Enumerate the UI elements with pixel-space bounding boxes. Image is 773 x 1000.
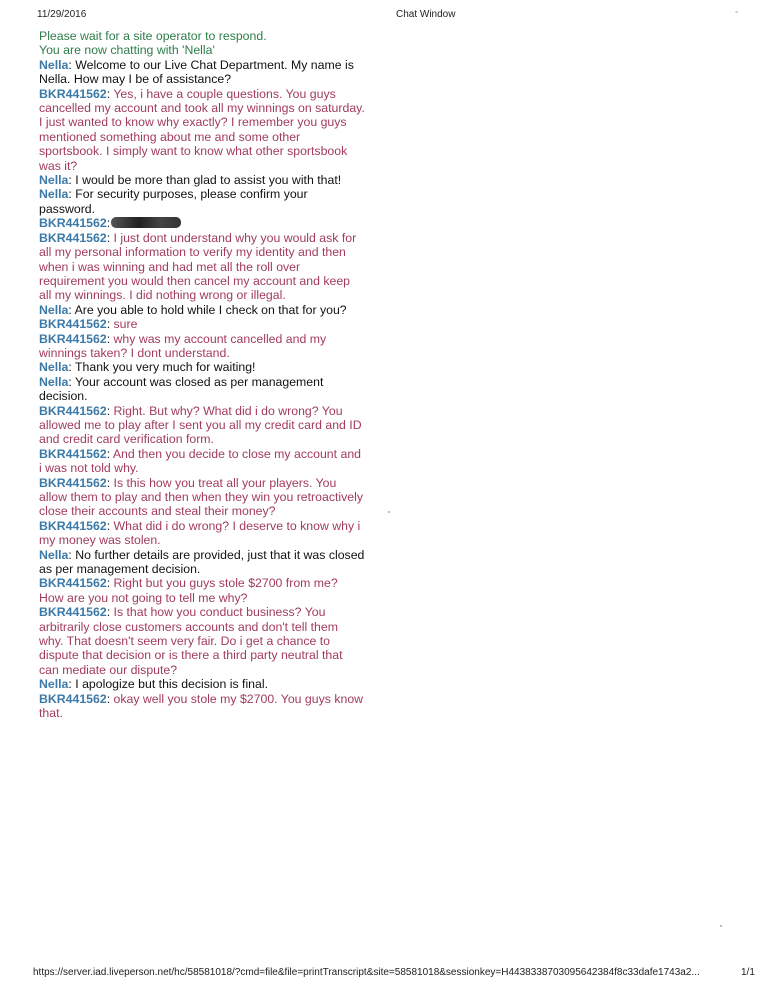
chat-message: BKR441562: [39,216,365,230]
speaker-name: Nella [39,187,69,202]
message-text: Yes, i have a couple questions. You guys cancelled my account and took all my winnings on saturday. I just wanted to know why exactly? I remember you guys mentioned something about me and some other sportsbook. I simply want to know what other sportsbook was it? [39,86,365,173]
print-url: https://server.iad.liveperson.net/hc/58581018/?cmd=file&file=printTranscript&site=58581018&sessionkey=H4438338703095642384f8c33dafe1743a2... [33,967,700,978]
chat-message: BKR441562: Right but you guys stole $2700 from me? How are you not going to tell me why? [39,576,338,605]
message-text: Is this how you treat all your players. You allow them to play and then when they win you retroactively close their accounts and steal their money? [39,475,363,519]
chat-message: BKR441562: why was my account cancelled and my winnings taken? I dont understand. [39,331,327,360]
speaker-name: BKR441562 [39,317,107,332]
print-date: 11/29/2016 [37,9,87,20]
speaker-name: Nella [39,302,69,317]
chat-message: BKR441562: Right. But why? What did i do wrong? You allowed me to play after I sent you all my credit card and ID and credit card verification form. [39,403,362,447]
chat-message: Nella: Thank you very much for waiting! [39,360,256,375]
page-number: 1/1 [741,967,755,978]
message-text: Your account was closed as per management decision. [39,374,324,404]
message-text: Thank you very much for waiting! [75,360,256,375]
scan-speck [388,511,390,513]
message-text: Right. But why? What did i do wrong? You allowed me to play after I sent you all my credit card and ID and credit card verification form. [39,403,362,447]
redaction-mark [111,217,181,228]
system-message: You are now chatting with 'Nella' [39,43,215,58]
message-text: why was my account cancelled and my winnings taken? I dont understand. [39,331,327,360]
chat-message: BKR441562: sure [39,317,138,332]
message-text: No further details are provided, just that it was closed as per management decision. [39,547,365,577]
speaker-name: BKR441562 [39,576,107,591]
speaker-name: Nella [39,547,69,562]
message-text: Welcome to our Live Chat Department. My name is Nella. How may I be of assistance? [39,57,354,87]
message-text: Is that how you conduct business? You arbitrarily close customers accounts and don't tell them why. That doesn't seem very fair. Do i get a chance to dispute that decision or is there a third party neutral that can mediate our dispute? [39,605,343,677]
message-text: Are you able to hold while I check on that for you? [74,302,347,317]
message-text: What did i do wrong? I deserve to know why i my money was stolen. [39,518,361,548]
speaker-name: Nella [39,57,69,72]
chat-transcript [39,29,365,721]
print-title: Chat Window [396,9,456,20]
chat-message: BKR441562: What did i do wrong? I deserve to know why i my money was stolen. [39,518,361,548]
speaker-name: BKR441562 [39,475,107,490]
chat-message: BKR441562: okay well you stole my $2700. You guys know that. [39,691,364,721]
chat-message: BKR441562: Yes, i have a couple questions. You guys cancelled my account and took all my winnings on saturday. I just wanted to know why exactly? I remember you guys mentioned something about me and some other sportsbook. I simply want to know what other sportsbook was it? [39,86,365,173]
speaker-name: BKR441562 [39,403,107,418]
chat-message: BKR441562: Is that how you conduct business? You arbitrarily close customers accounts and don't tell them why. That doesn't seem very fair. Do i get a chance to dispute that decision or is there a third party neutral that can mediate our dispute? [39,605,343,677]
print-header [0,9,773,25]
message-text: And then you decide to close my account and i was not told why. [39,446,361,476]
message-text: I would be more than glad to assist you with that! [75,173,342,188]
speaker-name: Nella [39,360,69,375]
chat-message: Nella: Your account was closed as per management decision. [39,374,324,404]
message-text: sure [113,317,138,332]
chat-message: BKR441562: Is this how you treat all your players. You allow them to play and then when they win you retroactively close their accounts and steal their money? [39,475,363,519]
chat-message: BKR441562: I just dont understand why you would ask for all my personal information to verify my identity and then when i was winning and had met all the roll over requirement you would then cancel my account and keep all my winnings. I did nothing wrong or illegal. [39,230,357,303]
chat-message: Nella: For security purposes, please confirm your password. [39,187,308,216]
chat-message: Nella: I apologize but this decision is final. [39,677,269,692]
scan-speck [720,925,722,927]
speaker-name: BKR441562 [39,216,107,231]
speaker-name: BKR441562 [39,86,107,101]
message-text: For security purposes, please confirm your password. [39,187,308,216]
chat-message: BKR441562: And then you decide to close my account and i was not told why. [39,446,361,476]
speaker-name: BKR441562 [39,446,107,461]
speaker-name: BKR441562 [39,605,107,620]
message-text: Right but you guys stole $2700 from me? How are you not going to tell me why? [39,576,338,605]
message-text: I just dont understand why you would ask for all my personal information to verify my identity and then when i was winning and had met all the roll over requirement you would then cancel my account and keep all my winnings. I did nothing wrong or illegal. [39,230,357,303]
chat-message: Nella: Are you able to hold while I check on that for you? [39,302,347,317]
speaker-name: BKR441562 [39,518,107,533]
chat-message: Nella: I would be more than glad to assist you with that! [39,173,342,188]
speaker-name: Nella [39,173,69,188]
speaker-name: BKR441562 [39,331,107,346]
print-mark: - [735,7,739,18]
system-message: Please wait for a site operator to respond. [39,29,267,43]
speaker-name: BKR441562 [39,691,107,706]
speaker-name: BKR441562 [39,230,107,245]
message-text: I apologize but this decision is final. [75,677,269,692]
speaker-name: Nella [39,374,69,389]
message-text: okay well you stole my $2700. You guys know that. [39,691,364,721]
speaker-name: Nella [39,677,69,692]
chat-message: Nella: Welcome to our Live Chat Department. My name is Nella. How may I be of assistance? [39,57,354,87]
chat-message: Nella: No further details are provided, just that it was closed as per management decision. [39,547,365,577]
